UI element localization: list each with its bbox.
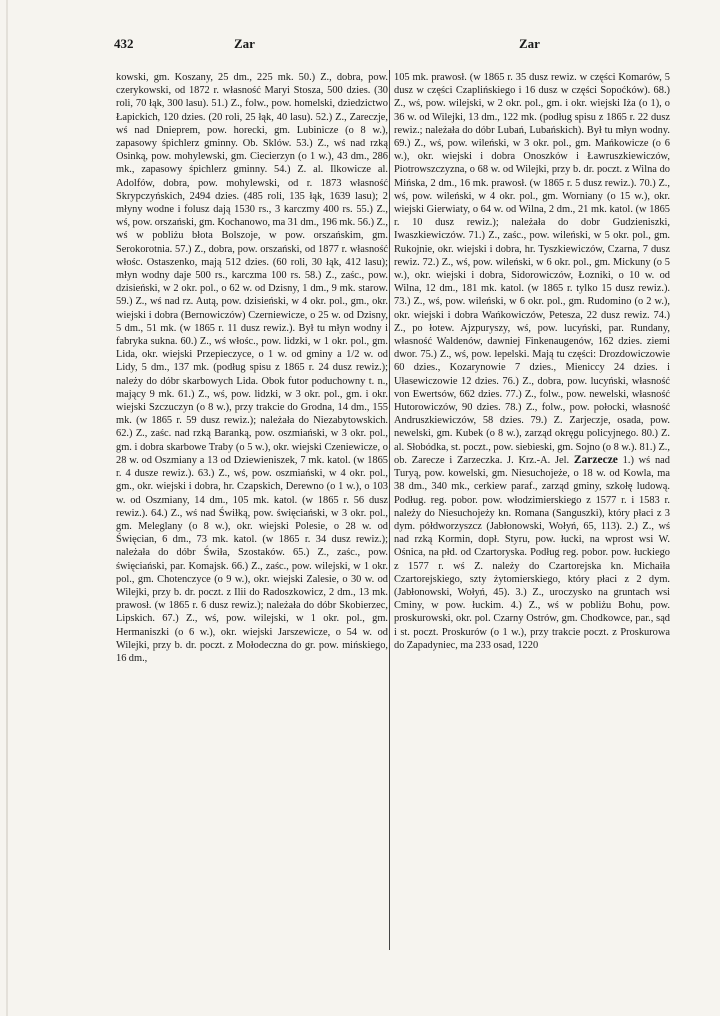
page-edge-shadow: [6, 0, 8, 1016]
column-divider: [389, 70, 390, 950]
running-head-right: Zar: [519, 36, 540, 51]
left-column-text: kowski, gm. Koszany, 25 dm., 225 mk. 50.) Z., dobra, pow. czerykowski, od 1872 r. własność Maryi Stosza, 500 dzies. (30 roli, 70 łąk, 300 lasu). 51.) Z., folw., pow. homelski, dziedzictwo Łapickich, 120 dzies. (20 roli, 25 łąk, 40 lasu). 52.) Z., Zareczje, wś nad Dnieprem, pow. horecki, gm. Lubinicze (o 8 w.), zapasowy śpichlerz gminny. Ob. Sklów. 53.) Z., wś nad rzką Osinką, pow. mohylewski, gm. Ciecierzyn (o 1 w.), 43 dm., 286 mk., zapasowy śpichlerz gminny. 54.) Z. al. Ilkowicze al. Adolfów, dobra, pow. mohylewski, od r. 1873 własność Skrypczyńskich, 2494 dzies. (485 roli, 135 łąk, 1639 lasu); 2 młyny wodne i folusz dają 1530 rs., 3 karczmy 400 rs. 55.) Z., wś, pow. orszański, gm. Kochanowo, ma 31 dm., 196 mk. 56.) Z., wś w pobliżu błota Bolszoje, w pow. orszańskim, gm. Serokorotnia. 57.) Z., dobra, pow. orszański, od 1877 r. własność włośc. Ostaszenko, mają 512 dzies. (60 roli, 30 łąk, 412 lasu); młyn wodny daje 500 rs., karczma 100 rs. 58.) Z., zaśc., pow. dzisieński, w 2 okr. pol., o 62 w. od Dzisny, 1 dm., 9 mk. starow. 59.) Z., wś nad rz. Autą, pow. dzisieński, w 4 okr. pol., gm., okr. wiejski i dobra (Bernowiczów) Czerniewicze, o 25 w. od Dzisny, 5 dm., 51 mk. (w 1865 r. 11 dusz rewiz.). Był tu młyn wodny i fabryka sukna. 60.) Z., wś włośc., pow. lidzki, w 1 okr. pol., gm. Lida, okr. wiejski Przepieczyce, o 1 w. od gminy a 1/2 w. od Lidy, 5 dm., 137 mk. (podług spisu z 1865 r. 24 dusz rewiz.); należy do dóbr skarbowych Lida. Obok futor poduchowny t. n., mający 9 mk. 61.) Z., wś, pow. lidzki, w 3 okr. pol., gm. i okr. wiejski Szczuczyn (o 8 w.), przy trakcie do Grodna, 14 dm., 155 mk. (w 1865 r. 59 dusz rewiz.); należała do Niezabytowskich. 62.) Z., zaśc. nad rzką Baranką, pow. oszmiański, w 3 okr. pol., gm. i dobra skarbowe Traby (o 5 w.), okr. wiejski Czeniewicze, o 28 w. od Oszmiany a 13 od Dziewieniszek, 7 mk. katol. (w 1865 r. 4 dusze rewiz.). 63.) Z., wś, pow. oszmiański, w 4 okr. pol., gm., okr. wiejski i dobra, hr. Czapskich, Derewno (o 1 w.), o 103 w. od Oszmiany, 14 dm., 105 mk. katol. (w 1865 r. 56 dusz rewiz.). 64.) Z., wś nad Świłką, pow. święciański, w 3 okr. pol., gm. Meleglany (o 8 w.), okr. wiejski Polesie, o 28 w. od Święcian, 6 dm., 73 mk. katol. (w 1865 r. 34 dusz rewiz.); należała do dóbr Świła, Szostaków. 65.) Z., zaśc., pow. święciański, par. Komajsk. 66.) Z., zaśc., pow. wilejski, w 1 okr. pol., gm. Chotenczyce (o 9 w.), okr. wiejski Zalesie, o 30 w. od Wilejki, przy b. dr. poczt. z Ilii do Radoszkowicz, 2 dm., 13 mk. prawosł. (w 1865 r. 6 dusz rewiz.); należała do dóbr Skobierzec, Lipskich. 67.) Z., wś, pow. wilejski, w 1 okr. pol., gm. Hermaniszki (o 6 w.), okr. wiejski Jarszewicze, o 54 w. od Wilejki, przy b. dr. poczt. z Mołodeczna do gr. pow. mińskiego, 16 dm.,: [116, 72, 388, 664]
headword: Zarzecze: [573, 453, 618, 466]
right-column-text-b: 1.) wś nad Turyą, pow. kowelski, gm. Niesuchojeże, o 18 w. od Kowla, ma 38 dm., 340 mk., cerkiew paraf., zarząd gminy, szkołę ludową. Podług. reg. pobor. pow. włodzimierskiego z 1577 r. i 1583 r. należy do Niesuchojeży kn. Romana (Sanguszki), który płaci z 3 dym. półdworzyszcz (Jabłonowski, Wołyń, 65, 113). 2.) Z., wś nad rzką Kormin, dopł. Styru, pow. łucki, na wprost wsi W. Ośnica, na płd. od Czartoryska. Podług reg. pobor. pow. łuckiego z 1577 r. wś Z. należy do Czartorejska kn. Michaiła Czartorejskiego, szty żytomierskiego, który płaci z 2 dym. (Jabłonowski, Wołyń, 45). 3.) Z., uroczysko na gruntach wsi Cminy, w pow. łuckim. 4.) Z., wś w pobliżu Bohu, pow. proskurowski, okr. pol. Czarny Ostrów, gm. Chodkowce, par., sąd i st. poczt. Proskurów (o 1 w.), przy trakcie poczt. z Proskurowa do Zapadyniec, ma 233 osad, 1220: [394, 454, 670, 651]
right-column: [394, 71, 670, 652]
running-head-left: Zar: [234, 36, 255, 51]
page-number: 432: [114, 36, 134, 51]
right-column-text-a: 105 mk. prawosł. (w 1865 r. 35 dusz rewiz. w części Komarów, 5 dusz w części Czaplińskiego i 16 dusz w części Sopoćków). 68.) Z., wś, pow. wilejski, w 2 okr. pol., gm. i okr. wiejski Iża (o 1), o 36 w. od Wilejki, 13 dm., 122 mk. (podług spisu z 1865 r. 22 dusz rewiz.; należała do dóbr Lubań, Lubańskich). Był tu młyn wodny. 69.) Z., wś, pow. wileński, w 3 okr. pol., gm. Mańkowicze (o 6 w.), okr. wiejski i dobra Onoszków i Ławruszkiewiczów, Piotrowszczyzna, o 68 w. od Wilejki, przy b. dr. poczt. z Wilna do Mińska, 2 dm., 16 mk. prawosł. (w 1865 r. 5 dusz rewiz.). 70.) Z., wś, pow. wileński, w 4 okr. pol., gm. Worniany (o 15 w.), okr. wiejski Gierwiaty, o 64 w. od Wilna, 2 dm., 21 mk. katol. (w 1865 r. 10 dusz rewiz.); należała do dobr Gudzieniszki, Iwaszkiewiczów. 71.) Z., zaśc., pow. wileński, w 5 okr. pol., gm. Rukojnie, okr. wiejski i dobra, hr. Tyszkiewiczów, Czarna, 7 dusz rewiz. 72.) Z., wś, pow. wileński, w 6 okr. pol., gm. Mickuny (o 5 w.), okr. wiejski i dobra, Sidorowiczów, Łozniki, o 10 w. od Wilna, 12 dm., 181 mk. katol. (w 1865 r. tylko 15 dusz rewiz.). 73.) Z., wś, pow. wileński, w 6 okr. pol., gm. Rudomino (o 2 w.), okr. wiejski i dobra Wańkowiczów, Petesza, 22 dusz rewiz. 74.) Z., po łotew. Ajzpuryszy, wś, pow. lucyński, par. Rundany, własność Waldenów, dawniej Finkenaugenów, 162 dzies. ziemi dwor. 75.) Z., wś, pow. lepelski. Mają tu części: Drozdowiczowie 60 dzies., Kozarynowie 7 dzies., Mieniccy 24 dzies. i Ułasewiczowie 12 dzies. 76.) Z., dobra, pow. lucyński, własność von Ewertsów, 662 dzies. 77.) Z., folw., pow. newelski, własność Hutorowiczów, 90 dzies. 78.) Z., folw., pow. połocki, własność Andruszkiewiczów, 58 dzies. 79.) Z. Zarjeczje, osada, pow. newelski, gm. Kubek (o 8 w.), zarząd okręgu policyjnego. 80.) Z. al. Słobódka, st. poczt., pow. siebieski, gm. Sojno (o 8 w.). 81.) Z., ob. Zarecze i Zarzeczka. J. Krz.-A. Jel.: [394, 72, 670, 466]
